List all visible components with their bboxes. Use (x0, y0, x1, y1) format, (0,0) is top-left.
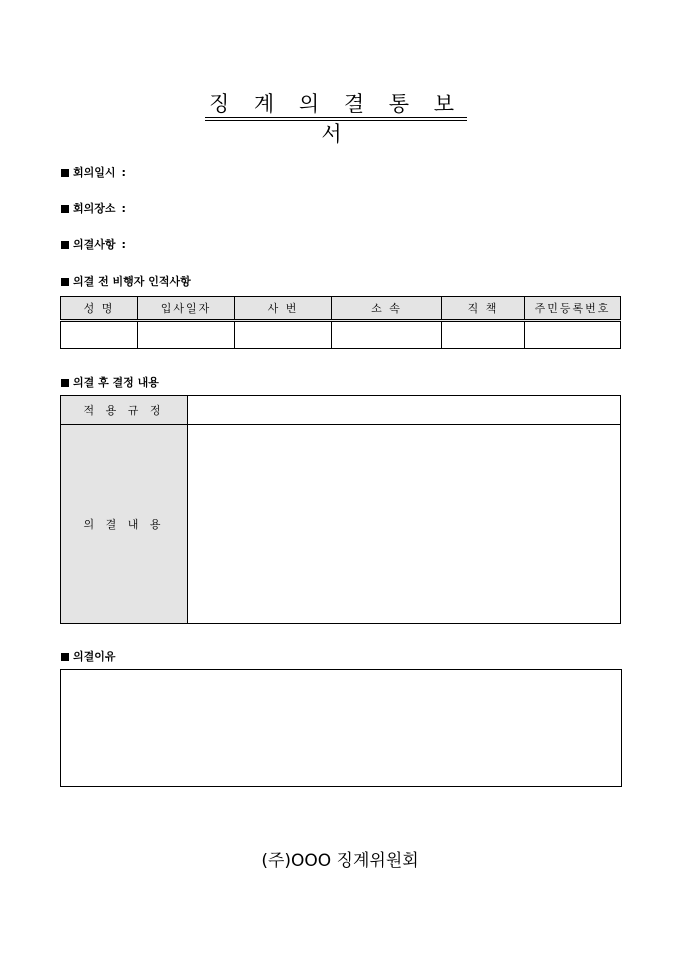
header-employee-number: 사 번 (235, 297, 332, 321)
name-cell[interactable] (61, 321, 138, 349)
committee-name: (주)OOO 징계위원회 (261, 851, 419, 871)
colon: : (121, 166, 126, 179)
colon: : (121, 202, 126, 215)
decision-content-value[interactable] (188, 425, 621, 624)
table-row (61, 396, 621, 425)
applicable-rule-label: 적 용 규 정 (61, 396, 188, 425)
header-hire-date: 입사일자 (138, 297, 235, 321)
department-cell[interactable] (332, 321, 442, 349)
hire-date-cell[interactable] (138, 321, 235, 349)
table-header-row (61, 297, 621, 321)
meeting-date-field (61, 164, 126, 180)
meeting-date-label: 회의일시 (73, 166, 116, 179)
header-department: 소 속 (332, 297, 442, 321)
decision-section-title: 의결 후 결정 내용 (73, 376, 159, 389)
reason-section-heading (61, 648, 116, 664)
colon: : (121, 238, 126, 251)
table-row (61, 425, 621, 624)
decision-section-heading (61, 374, 159, 390)
position-cell[interactable] (442, 321, 525, 349)
applicable-rule-value[interactable] (188, 396, 621, 425)
square-bullet-icon (61, 241, 69, 249)
document-title: 징 계 의 결 통 보 서 (208, 92, 464, 146)
employee-number-cell[interactable] (235, 321, 332, 349)
resident-number-cell[interactable] (525, 321, 621, 349)
header-resident-number: 주민등록번호 (525, 297, 621, 321)
personal-record-table (60, 296, 621, 349)
square-bullet-icon (61, 379, 69, 387)
reason-section-title: 의결이유 (73, 650, 116, 663)
resolution-item-label: 의결사항 (73, 238, 116, 251)
header-position: 직 책 (442, 297, 525, 321)
record-section-title: 의결 전 비행자 인적사항 (73, 275, 191, 288)
decision-content-label: 의 결 내 용 (61, 425, 188, 624)
header-name: 성 명 (61, 297, 138, 321)
resolution-item-field (61, 236, 126, 252)
decision-table (60, 395, 621, 624)
square-bullet-icon (61, 169, 69, 177)
table-row (61, 321, 621, 349)
record-section-heading (61, 273, 191, 289)
title-underline (205, 117, 467, 118)
square-bullet-icon (61, 205, 69, 213)
meeting-place-field (61, 200, 126, 216)
square-bullet-icon (61, 653, 69, 661)
reason-box[interactable] (60, 669, 622, 787)
title-underline-second (205, 120, 467, 121)
meeting-place-label: 회의장소 (73, 202, 116, 215)
square-bullet-icon (61, 278, 69, 286)
